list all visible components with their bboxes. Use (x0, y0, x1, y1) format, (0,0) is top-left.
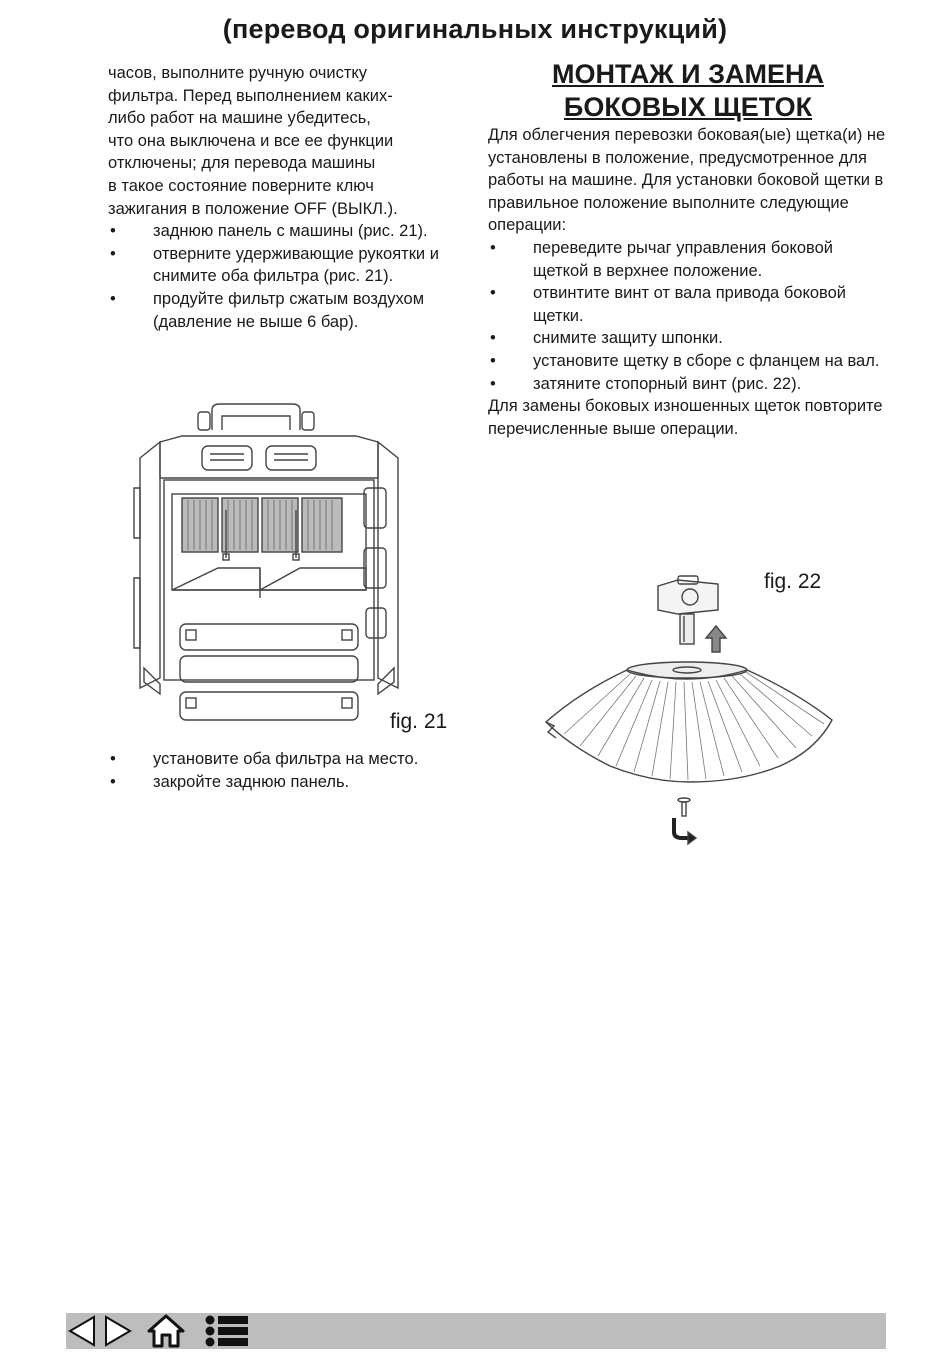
figure-caption: fig. 22 (764, 570, 822, 593)
list-item-text: заднюю панель с машины (рис. 21). (153, 222, 428, 241)
contents-button[interactable] (202, 1313, 252, 1349)
bullet-icon: • (490, 374, 496, 393)
bullet-icon: • (110, 244, 116, 263)
bullet-icon: • (490, 284, 496, 303)
contents-icon (202, 1313, 252, 1349)
bullet-list (108, 220, 468, 333)
section-title (488, 58, 888, 124)
bullet-icon: • (110, 772, 116, 791)
bullet-list (488, 237, 888, 395)
list-item (488, 237, 888, 282)
list-item-text: установите щетку в сборе с фланцем на вал. (533, 351, 880, 370)
side-brush-illustration (540, 570, 840, 850)
section-title-line: МОНТАЖ И ЗАМЕНА (551, 59, 824, 89)
list-item-text: снимите защиту шпонки. (533, 329, 723, 348)
list-item-text: отверните удерживающие рукоятки и снимите оба фильтра (рис. 21). (153, 244, 439, 286)
list-item-text: закройте заднюю панель. (153, 772, 350, 791)
list-item (488, 327, 888, 350)
bullet-icon: • (110, 289, 116, 308)
list-item-text: продуйте фильтр сжатым воздухом (давление не выше 6 бар). (153, 289, 425, 331)
text-line: либо работ на машине убедитесь, (108, 109, 371, 128)
list-item (488, 282, 888, 327)
left-column (108, 62, 468, 333)
outro-paragraph: Для замены боковых изношенных щеток повторите перечисленные выше операции. (488, 397, 883, 438)
filter-unit-illustration (120, 398, 400, 738)
list-item-text: отвинтите винт от вала привода боковой щетки. (533, 284, 847, 325)
intro-paragraph: Для облегчения перевозки боковая(ые) щетка(и) не установлены в положение, предусмотренное для работы на машине. Для установки боковой щетки в правильное положение выполните следующие операции: (488, 126, 886, 235)
section-title-line: БОКОВЫХ ЩЕТОК (563, 92, 813, 122)
next-page-button[interactable] (102, 1313, 134, 1349)
next-icon (102, 1313, 134, 1349)
text-line: зажигания в положение OFF (ВЫКЛ.). (108, 199, 398, 218)
list-item (108, 748, 468, 771)
bullet-icon: • (110, 750, 116, 768)
home-icon (146, 1313, 186, 1349)
list-item (488, 373, 888, 396)
text-line: часов, выполните ручную очистку (108, 64, 368, 82)
bullet-icon: • (490, 238, 496, 257)
right-column (488, 124, 888, 440)
bullet-list (108, 748, 468, 793)
list-item-text: затяните стопорный винт (рис. 22). (533, 374, 802, 393)
text-line: в такое состояние поверните ключ (108, 176, 374, 195)
bullet-icon: • (490, 329, 496, 348)
list-item-text: установите оба фильтра на место. (153, 750, 419, 768)
list-item (108, 243, 468, 288)
list-item (108, 771, 468, 794)
figure-caption: fig. 21 (390, 710, 448, 733)
list-item (108, 220, 468, 243)
text-line: отключены; для перевода машины (108, 154, 376, 173)
previous-page-button[interactable] (66, 1313, 98, 1349)
list-item (488, 350, 888, 373)
list-item (108, 288, 468, 333)
bullet-icon: • (110, 222, 116, 241)
after-figure-list (108, 748, 468, 793)
list-item-text: переведите рычаг управления боковой щеткой в верхнее положение. (533, 238, 834, 280)
prev-icon (66, 1313, 98, 1349)
home-button[interactable] (146, 1313, 186, 1349)
bullet-icon: • (490, 351, 496, 370)
text-line: что она выключена и все ее функции (108, 131, 394, 150)
intro-paragraph (108, 62, 468, 220)
page-header: (перевод оригинальных инструкций) (222, 14, 728, 44)
text-line: фильтра. Перед выполнением каких- (108, 86, 393, 105)
bottom-navigation-bar (66, 1313, 886, 1349)
